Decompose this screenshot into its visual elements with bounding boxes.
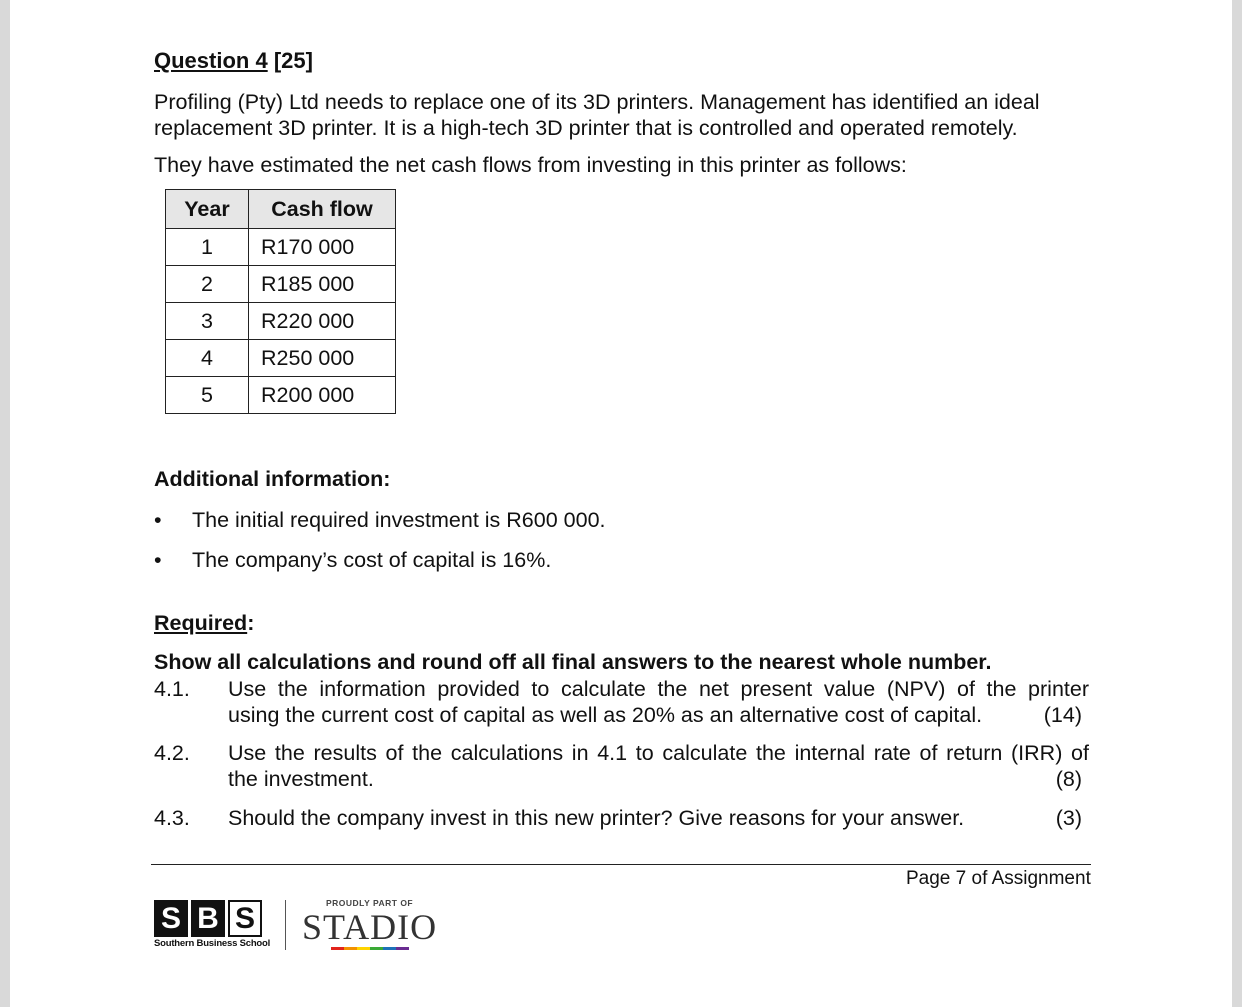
question-title: Question 4 [25] [154, 48, 313, 73]
cash-flow-cell: R250 000 [249, 340, 396, 377]
item-marks: (3) [1055, 806, 1082, 830]
cash-flow-cell: R220 000 [249, 303, 396, 340]
bullet-icon: • [154, 548, 162, 572]
sbs-letter: S [154, 900, 188, 937]
item-text-line: using the current cost of capital as well as 20% as an alternative cost of capital. [228, 703, 983, 727]
table-row [166, 229, 396, 266]
cash-flow-cell: R200 000 [249, 377, 396, 414]
sbs-school-name: Southern Business School [154, 938, 271, 949]
required-heading: Required: [154, 611, 255, 635]
stripe-segment [370, 947, 383, 950]
header-cash-flow: Cash flow [249, 190, 396, 229]
header-year: Year [166, 190, 249, 229]
document-page [10, 0, 1232, 1007]
bullet-text: The initial required investment is R600 000. [192, 508, 606, 532]
stadio-logo [302, 898, 437, 950]
item-marks: (14) [1043, 703, 1082, 727]
year-cell: 5 [166, 377, 249, 414]
bullet-icon: • [154, 508, 162, 532]
stripe-segment [331, 947, 344, 950]
logo-divider [285, 900, 286, 950]
instruction-text: Show all calculations and round off all final answers to the nearest whole number. [154, 650, 992, 674]
intro-line-3: They have estimated the net cash flows from investing in this printer as follows: [154, 153, 907, 177]
bullet-text: The company’s cost of capital is 16%. [192, 548, 552, 572]
year-cell: 3 [166, 303, 249, 340]
item-text-line: Use the information provided to calculate the net present value (NPV) of the printer [228, 677, 1089, 701]
stripe-segment [396, 947, 409, 950]
table-header-row [166, 190, 396, 229]
footer-divider [151, 864, 1091, 865]
item-text-line: Use the results of the calculations in 4.1 to calculate the internal rate of return (IRR) of [228, 741, 1089, 765]
stripe-segment [344, 947, 357, 950]
stadio-name: STADIO [302, 907, 438, 947]
additional-info-heading: Additional information: [154, 467, 391, 491]
stadio-color-stripe [302, 947, 437, 950]
sbs-letter: B [191, 900, 225, 937]
table-row [166, 266, 396, 303]
intro-line-1: Profiling (Pty) Ltd needs to replace one of its 3D printers. Management has identified an ideal [154, 90, 1040, 114]
sbs-logo [154, 900, 270, 949]
stripe-segment [383, 947, 396, 950]
item-text-line: the investment. [228, 767, 374, 791]
cash-flow-cell: R185 000 [249, 266, 396, 303]
year-cell: 1 [166, 229, 249, 266]
item-number: 4.2. [154, 741, 190, 765]
year-cell: 2 [166, 266, 249, 303]
item-text-line: Should the company invest in this new printer? Give reasons for your answer. [228, 806, 965, 830]
item-number: 4.1. [154, 677, 190, 701]
table-row [166, 303, 396, 340]
item-number: 4.3. [154, 806, 190, 830]
year-cell: 4 [166, 340, 249, 377]
table-row [166, 377, 396, 414]
stadio-tagline: PROUDLY PART OF [325, 898, 414, 908]
page-number: Page 7 of Assignment [906, 868, 1091, 889]
intro-line-2: replacement 3D printer. It is a high-tech 3D printer that is controlled and operated remotely. [154, 116, 1018, 140]
table-row [166, 340, 396, 377]
item-marks: (8) [1055, 767, 1082, 791]
cash-flow-table [165, 189, 396, 414]
sbs-letter: S [228, 900, 262, 937]
cash-flow-cell: R170 000 [249, 229, 396, 266]
stripe-segment [357, 947, 370, 950]
